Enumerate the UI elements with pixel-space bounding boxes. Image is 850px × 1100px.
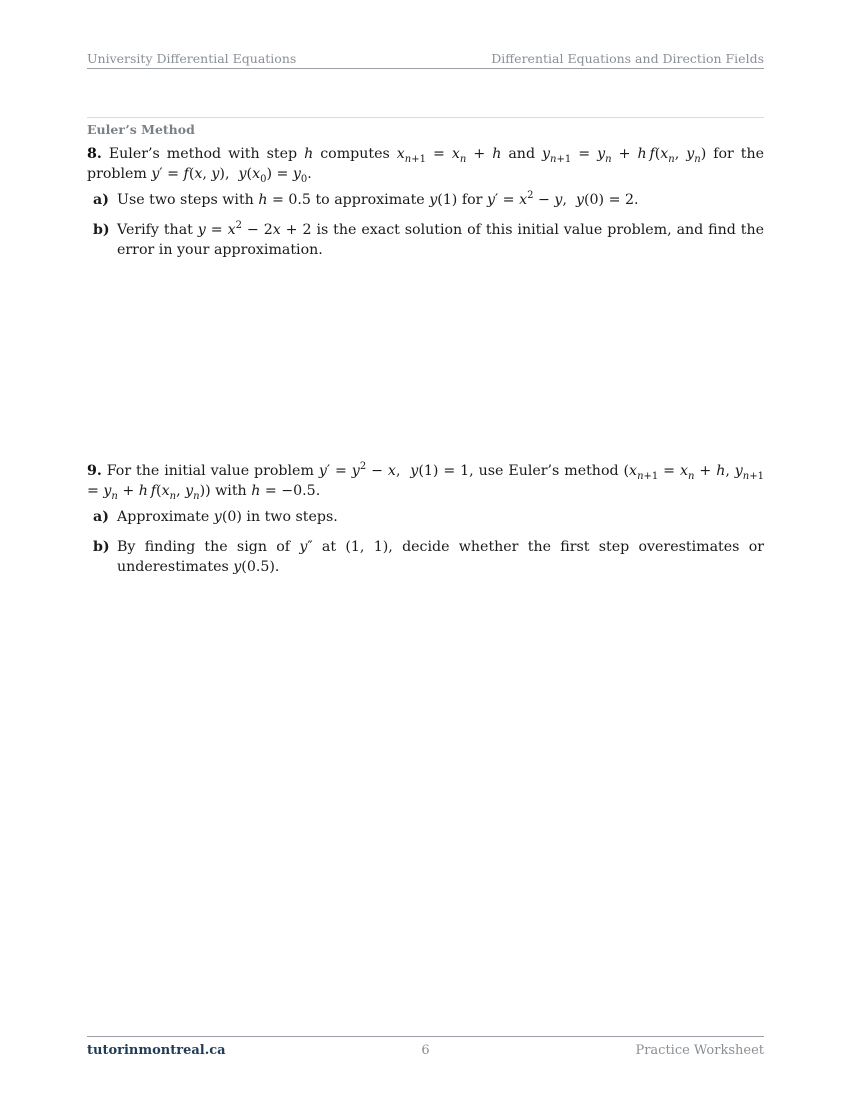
part-label: b) — [93, 222, 110, 238]
footer-label: Practice Worksheet — [635, 1043, 764, 1058]
problem-8-statement: 8. Euler’s method with step h computes $x_{n+1} = x_n + h$ and $y_{n+1} = y_n + h$ $f(x_n$, $y_n$) for the problem y′ = f(x, y), $y(x_0) = y_0$. — [87, 146, 765, 185]
footer-site-link[interactable]: tutorinmontreal.ca — [87, 1043, 226, 1058]
part-label: a) — [93, 509, 109, 525]
problem-9-statement: 9. For the initial value problem $y' = y^2 - x$, y(1) = 1, use Euler’s method ($x_{n+1} = x_n + h$, $y_{n+1} = y_n + h$ $f(x_n$, $y_n$)) with h = −0.5. — [87, 461, 764, 502]
problem-9-part-a: a) Approximate y(0) in two steps. — [93, 509, 338, 525]
problem-9 — [87, 461, 764, 577]
problem-8-part-b: b) Verify that $y = x^2 - 2x + 2$ is the exact solution of this initial value problem, and find the error in your approximation. — [93, 220, 765, 258]
page-footer — [87, 1036, 764, 1059]
header-topic-title: Differential Equations and Direction Fields — [491, 51, 764, 66]
part-label: b) — [93, 539, 110, 555]
page-header — [87, 51, 764, 69]
problem-8-number: 8. — [87, 146, 102, 162]
part-label: a) — [93, 192, 109, 208]
problem-8 — [87, 144, 764, 260]
problem-9-number: 9. — [87, 463, 102, 479]
problem-8-part-a: a) Use two steps with h = 0.5 to approximate y(1) for $y' = x^2 - y$, y(0) = 2. — [93, 190, 639, 208]
header-course-title: University Differential Equations — [87, 51, 297, 66]
problem-9-part-b: b) By finding the sign of y″ at (1, 1), decide whether the first step overestimates or underestimates y(0.5). — [93, 539, 765, 575]
footer-page-number: 6 — [421, 1043, 430, 1058]
section-title: Euler’s Method — [87, 122, 195, 137]
section-divider — [87, 117, 764, 118]
